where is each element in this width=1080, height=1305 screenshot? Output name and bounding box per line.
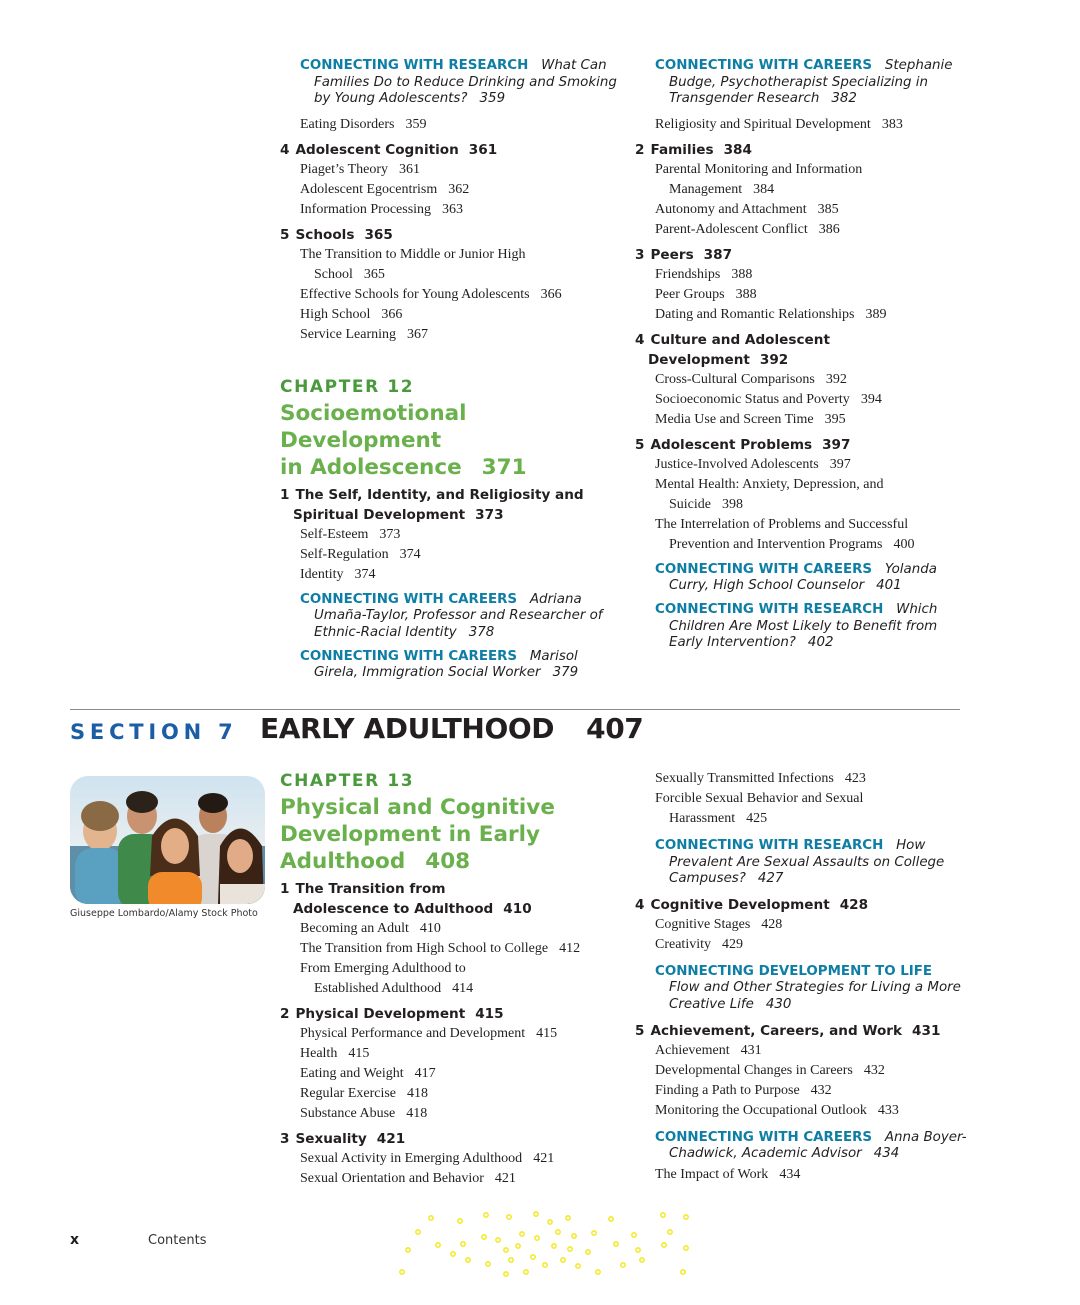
heading-text: Physical Development bbox=[295, 1006, 466, 1022]
entry-text: High School bbox=[300, 306, 371, 322]
page-number: 361 bbox=[468, 141, 498, 158]
toc-entry[interactable] bbox=[655, 115, 970, 135]
page-number: 427 bbox=[757, 871, 784, 887]
photo-credit: Giuseppe Lombardo/Alamy Stock Photo bbox=[70, 908, 258, 919]
entry-text: Finding a Path to Purpose bbox=[655, 1082, 800, 1098]
connecting-careers-box[interactable] bbox=[655, 562, 970, 595]
page-number: 415 bbox=[348, 1046, 370, 1061]
toc-entry[interactable] bbox=[655, 265, 970, 285]
page-number: 397 bbox=[822, 436, 851, 453]
chapter-title-line: Adulthood bbox=[280, 849, 406, 874]
toc-entry[interactable] bbox=[655, 1081, 970, 1101]
entry-text: Developmental Changes in Careers bbox=[655, 1062, 853, 1078]
toc-entry[interactable] bbox=[655, 1165, 970, 1185]
toc-entry[interactable] bbox=[300, 1104, 620, 1124]
page-number: 373 bbox=[475, 506, 504, 523]
group-selfie-image bbox=[70, 776, 265, 904]
page-number: 387 bbox=[703, 246, 733, 263]
page-number: 410 bbox=[419, 921, 441, 936]
page-number: 431 bbox=[912, 1022, 941, 1039]
connecting-title: Flow and Other Strategies for Living a More Creative Life bbox=[669, 980, 961, 1012]
heading-number: 5 bbox=[280, 226, 290, 243]
entry-text: Self-Regulation bbox=[300, 546, 389, 562]
entry-text: Peer Groups bbox=[655, 286, 725, 302]
connecting-title: What Can Families Do to Reduce Drinking and Smoking by Young Adolescents? bbox=[314, 58, 617, 107]
page-number: 415 bbox=[475, 1006, 504, 1022]
toc-entry[interactable] bbox=[655, 935, 970, 955]
entry-text: Friendships bbox=[655, 266, 721, 282]
toc-entry[interactable] bbox=[300, 200, 620, 220]
toc-entry[interactable] bbox=[655, 1061, 970, 1081]
toc-entry[interactable] bbox=[300, 919, 620, 939]
page-number: 429 bbox=[722, 936, 743, 952]
heading-text: Adolescent Problems bbox=[650, 436, 813, 453]
entry-text: Service Learning bbox=[300, 326, 397, 342]
entry-text: Parental Monitoring and Information Management bbox=[655, 161, 863, 197]
page-number: 363 bbox=[442, 201, 464, 217]
page-number: 374 bbox=[399, 546, 421, 562]
toc-entry[interactable] bbox=[655, 305, 970, 325]
page-number: 385 bbox=[817, 201, 839, 217]
toc-heading[interactable] bbox=[635, 245, 970, 265]
page-number: 421 bbox=[494, 1171, 516, 1186]
connecting-label: CONNECTING WITH RESEARCH bbox=[300, 58, 529, 73]
toc-entry[interactable] bbox=[300, 305, 620, 325]
page-number: 392 bbox=[825, 371, 847, 387]
chapter-title-line: Development in Early bbox=[280, 822, 540, 847]
toc-entry[interactable] bbox=[655, 220, 970, 240]
page-number: 371 bbox=[481, 454, 527, 480]
toc-entry[interactable] bbox=[655, 390, 970, 410]
page-number: 428 bbox=[761, 916, 783, 932]
entry-text: Creativity bbox=[655, 936, 711, 952]
page-number: 418 bbox=[407, 1086, 429, 1101]
entry-text: Sexually Transmitted Infections bbox=[655, 771, 834, 786]
page-number: 431 bbox=[740, 1042, 762, 1058]
toc-heading[interactable] bbox=[635, 895, 970, 915]
entry-text: Eating and Weight bbox=[300, 1066, 404, 1081]
toc-heading[interactable] bbox=[280, 879, 533, 919]
heading-number: 2 bbox=[635, 141, 645, 158]
entry-text: Becoming an Adult bbox=[300, 921, 409, 936]
section-photo bbox=[70, 776, 265, 904]
entry-text: The Transition from High School to College bbox=[300, 941, 549, 956]
heading-text: Peers bbox=[650, 246, 694, 263]
heading-number: 5 bbox=[635, 436, 645, 453]
toc-entry[interactable] bbox=[300, 245, 534, 285]
entry-text: Justice-Involved Adolescents bbox=[655, 456, 819, 472]
toc-entry[interactable] bbox=[300, 115, 620, 135]
page-number: 417 bbox=[414, 1066, 436, 1081]
entry-text: Cross-Cultural Comparisons bbox=[655, 371, 815, 387]
toc-entry[interactable] bbox=[300, 1064, 620, 1084]
page-number: 388 bbox=[731, 266, 753, 282]
toc-entry[interactable] bbox=[300, 1084, 620, 1104]
heading-text: Culture and Adolescent Development bbox=[648, 331, 830, 368]
page-number: 423 bbox=[844, 771, 866, 786]
page-number: 365 bbox=[363, 266, 385, 282]
heading-text: Adolescent Cognition bbox=[295, 141, 459, 158]
page-number: 434 bbox=[779, 1166, 801, 1182]
toc-entry[interactable] bbox=[655, 160, 894, 200]
entry-text: Identity bbox=[300, 566, 344, 582]
entry-text: The Interrelation of Problems and Successful Prevention and Intervention Programs bbox=[655, 516, 909, 552]
entry-text: Health bbox=[300, 1046, 338, 1061]
section-title-text: EARLY ADULTHOOD bbox=[260, 712, 555, 745]
page-number: 414 bbox=[452, 981, 474, 996]
page-number: 400 bbox=[893, 536, 915, 552]
toc-entry[interactable] bbox=[655, 475, 894, 515]
toc-entry[interactable] bbox=[300, 525, 620, 545]
entry-text: Substance Abuse bbox=[300, 1106, 396, 1121]
chapter-title-line: Socioemotional Development bbox=[280, 400, 467, 453]
toc-column-bottom-left bbox=[280, 771, 620, 1189]
toc-heading[interactable] bbox=[280, 1004, 620, 1024]
toc-heading[interactable] bbox=[635, 140, 970, 160]
entry-text: Sexual Activity in Emerging Adulthood bbox=[300, 1151, 523, 1166]
connecting-research-box[interactable] bbox=[655, 838, 970, 888]
heading-number: 3 bbox=[280, 1131, 290, 1147]
heading-number: 1 bbox=[280, 881, 290, 897]
connecting-label: CONNECTING WITH CAREERS bbox=[655, 561, 873, 577]
heading-text: Sexuality bbox=[295, 1131, 367, 1147]
running-footer: Contents bbox=[148, 1233, 207, 1248]
page-number: 374 bbox=[354, 566, 376, 582]
entry-text: Socioeconomic Status and Poverty bbox=[655, 391, 850, 407]
toc-column-top-right bbox=[635, 58, 970, 659]
toc-column-top-left bbox=[280, 58, 620, 689]
heading-text: Families bbox=[650, 141, 714, 158]
toc-entry[interactable] bbox=[655, 200, 970, 220]
page-number: 397 bbox=[829, 456, 851, 472]
chapter-title-line: in Adolescence bbox=[280, 454, 462, 480]
connecting-label: CONNECTING WITH RESEARCH bbox=[655, 601, 884, 617]
heading-text: Cognitive Development bbox=[650, 896, 830, 913]
toc-entry[interactable] bbox=[655, 410, 970, 430]
page-number: 421 bbox=[376, 1131, 406, 1147]
connecting-careers-box[interactable] bbox=[300, 592, 620, 642]
page-number: 434 bbox=[873, 1146, 900, 1162]
toc-heading[interactable] bbox=[280, 485, 623, 525]
page-number: 430 bbox=[765, 996, 792, 1012]
heading-number: 4 bbox=[635, 331, 645, 348]
toc-entry[interactable] bbox=[655, 1041, 970, 1061]
toc-entry[interactable] bbox=[655, 789, 899, 829]
page-number-roman: x bbox=[70, 1232, 80, 1248]
toc-entry[interactable] bbox=[300, 1044, 620, 1064]
toc-heading[interactable] bbox=[280, 225, 620, 245]
heading-number: 5 bbox=[635, 1022, 645, 1039]
page-number: 379 bbox=[552, 665, 579, 681]
connecting-title: Marisol Girela, Immigration Social Worker bbox=[314, 648, 578, 681]
page-number: 382 bbox=[831, 91, 857, 107]
page-number: 359 bbox=[479, 91, 506, 107]
entry-text: Dating and Romantic Relationships bbox=[655, 306, 855, 322]
toc-entry[interactable] bbox=[655, 370, 970, 390]
page-number: 366 bbox=[540, 286, 562, 302]
page-number: 421 bbox=[533, 1151, 555, 1166]
page-number: 366 bbox=[381, 306, 403, 322]
page-number: 394 bbox=[860, 391, 882, 407]
heading-text: Achievement, Careers, and Work bbox=[650, 1022, 903, 1039]
heading-text: Schools bbox=[295, 226, 355, 243]
page-number: 384 bbox=[723, 141, 752, 158]
toc-heading[interactable] bbox=[280, 1129, 620, 1149]
page-number: 402 bbox=[807, 635, 834, 651]
connecting-label: CONNECTING WITH CAREERS bbox=[300, 648, 518, 664]
connecting-careers-box[interactable] bbox=[655, 1130, 970, 1163]
chapter-title[interactable] bbox=[280, 794, 620, 875]
toc-entry[interactable] bbox=[300, 959, 504, 999]
heading-number: 2 bbox=[280, 1006, 290, 1022]
page-number: 378 bbox=[468, 624, 495, 640]
toc-entry[interactable] bbox=[300, 160, 620, 180]
connecting-title: Which Children Are Most Likely to Benefit from Early Intervention? bbox=[669, 601, 938, 651]
page-number: 365 bbox=[364, 226, 393, 243]
toc-entry[interactable] bbox=[300, 180, 620, 200]
connecting-careers-box[interactable] bbox=[655, 58, 970, 108]
connecting-label: CONNECTING WITH CAREERS bbox=[655, 58, 873, 73]
toc-entry[interactable] bbox=[655, 455, 970, 475]
entry-text: Mental Health: Anxiety, Depression, and Suicide bbox=[655, 476, 884, 512]
toc-entry[interactable] bbox=[300, 1149, 620, 1169]
chapter-title[interactable] bbox=[280, 400, 620, 481]
page-number: 373 bbox=[379, 526, 401, 542]
heading-number: 1 bbox=[280, 486, 290, 503]
page-number: 407 bbox=[586, 712, 644, 745]
toc-entry[interactable] bbox=[300, 1169, 620, 1189]
page-number: 362 bbox=[448, 181, 470, 197]
page-number: 418 bbox=[406, 1106, 428, 1121]
page-number: 392 bbox=[759, 351, 789, 368]
toc-entry[interactable] bbox=[655, 915, 970, 935]
section-divider bbox=[70, 709, 960, 710]
entry-text: Regular Exercise bbox=[300, 1086, 397, 1101]
toc-entry[interactable] bbox=[300, 545, 620, 565]
entry-text: Achievement bbox=[655, 1042, 730, 1058]
page-number: 412 bbox=[559, 941, 581, 956]
page-number: 433 bbox=[877, 1102, 899, 1118]
toc-entry[interactable] bbox=[300, 939, 620, 959]
section-title[interactable] bbox=[260, 712, 643, 745]
connecting-development-box[interactable] bbox=[655, 964, 970, 1014]
page-number: 388 bbox=[735, 286, 757, 302]
entry-text: Cognitive Stages bbox=[655, 916, 751, 932]
toc-entry[interactable] bbox=[655, 515, 929, 555]
connecting-research-box[interactable] bbox=[300, 58, 620, 108]
connecting-title: Stephanie Budge, Psychotherapist Specializing in Transgender Research bbox=[669, 58, 953, 107]
page-number: 425 bbox=[746, 811, 768, 826]
page-number: 389 bbox=[865, 306, 887, 322]
heading-number: 3 bbox=[635, 246, 645, 263]
page-number: 432 bbox=[810, 1082, 832, 1098]
toc-entry[interactable] bbox=[655, 769, 970, 789]
entry-text: Monitoring the Occupational Outlook bbox=[655, 1102, 867, 1118]
entry-text: Physical Performance and Development bbox=[300, 1026, 526, 1041]
entry-text: Media Use and Screen Time bbox=[655, 411, 814, 427]
heading-number: 4 bbox=[280, 141, 290, 158]
entry-text: Self-Esteem bbox=[300, 526, 369, 542]
page-number: 408 bbox=[425, 849, 471, 874]
toc-entry[interactable] bbox=[300, 285, 620, 305]
connecting-title: Anna Boyer-Chadwick, Academic Advisor bbox=[669, 1129, 967, 1162]
page-number: 359 bbox=[405, 116, 427, 132]
chapter-label: CHAPTER 12 bbox=[280, 376, 415, 397]
heading-text: The Self, Identity, and Religiosity and Spiritual Development bbox=[293, 486, 584, 523]
page-number: 386 bbox=[818, 221, 840, 237]
page-number: 401 bbox=[876, 578, 902, 594]
entry-text: Forcible Sexual Behavior and Sexual Harassment bbox=[655, 791, 864, 826]
connecting-research-box[interactable] bbox=[655, 602, 970, 652]
connecting-label: CONNECTING WITH RESEARCH bbox=[655, 838, 884, 853]
connecting-label: CONNECTING DEVELOPMENT TO LIFE bbox=[655, 963, 933, 979]
page-number: 398 bbox=[722, 496, 743, 512]
toc-entry[interactable] bbox=[655, 1101, 970, 1121]
page-number: 395 bbox=[824, 411, 846, 427]
page-number: 383 bbox=[881, 116, 903, 132]
entry-text: Religiosity and Spiritual Development bbox=[655, 116, 871, 132]
entry-text: Piaget’s Theory bbox=[300, 161, 389, 177]
entry-text: The Transition to Middle or Junior High School bbox=[300, 246, 526, 282]
entry-text: Sexual Orientation and Behavior bbox=[300, 1171, 484, 1186]
toc-heading[interactable] bbox=[280, 140, 620, 160]
page-number: 428 bbox=[839, 896, 869, 913]
connecting-title: How Prevalent Are Sexual Assaults on College Campuses? bbox=[669, 838, 945, 887]
toc-entry[interactable] bbox=[300, 565, 620, 585]
toc-entry[interactable] bbox=[300, 325, 620, 345]
toc-column-bottom-right bbox=[635, 769, 970, 1185]
page-number: 432 bbox=[863, 1062, 885, 1078]
page-number: 415 bbox=[536, 1026, 558, 1041]
toc-heading[interactable] bbox=[635, 435, 970, 455]
page-number: 384 bbox=[753, 181, 775, 197]
section-label: SECTION 7 bbox=[70, 720, 238, 744]
entry-text: Adolescent Egocentrism bbox=[300, 181, 438, 197]
chapter-title-line: Physical and Cognitive bbox=[280, 795, 555, 820]
connecting-careers-box[interactable] bbox=[300, 649, 620, 682]
entry-text: The Impact of Work bbox=[655, 1166, 769, 1182]
connecting-label: CONNECTING WITH CAREERS bbox=[300, 591, 518, 607]
connecting-title: Adriana Umaña-Taylor, Professor and Researcher of Ethnic-Racial Identity bbox=[314, 591, 603, 640]
heading-text: The Transition from Adolescence to Adulthood bbox=[293, 881, 494, 917]
decorative-dots bbox=[398, 1210, 698, 1280]
page-number: 410 bbox=[503, 901, 532, 917]
toc-entry[interactable] bbox=[300, 1024, 620, 1044]
connecting-title: Yolanda Curry, High School Counselor bbox=[669, 561, 937, 594]
toc-heading[interactable] bbox=[635, 330, 970, 370]
chapter-label: CHAPTER 13 bbox=[280, 771, 415, 791]
connecting-label: CONNECTING WITH CAREERS bbox=[655, 1129, 873, 1145]
entry-text: Information Processing bbox=[300, 201, 432, 217]
toc-entry[interactable] bbox=[655, 285, 970, 305]
entry-text: Effective Schools for Young Adolescents bbox=[300, 286, 530, 302]
page-number: 361 bbox=[399, 161, 421, 177]
entry-text: Eating Disorders bbox=[300, 116, 395, 132]
page-number: 367 bbox=[407, 326, 429, 342]
entry-text: Parent-Adolescent Conflict bbox=[655, 221, 808, 237]
toc-heading[interactable] bbox=[635, 1021, 970, 1041]
heading-number: 4 bbox=[635, 896, 645, 913]
entry-text: Autonomy and Attachment bbox=[655, 201, 807, 217]
entry-text: From Emerging Adulthood to Established Adulthood bbox=[300, 961, 466, 996]
